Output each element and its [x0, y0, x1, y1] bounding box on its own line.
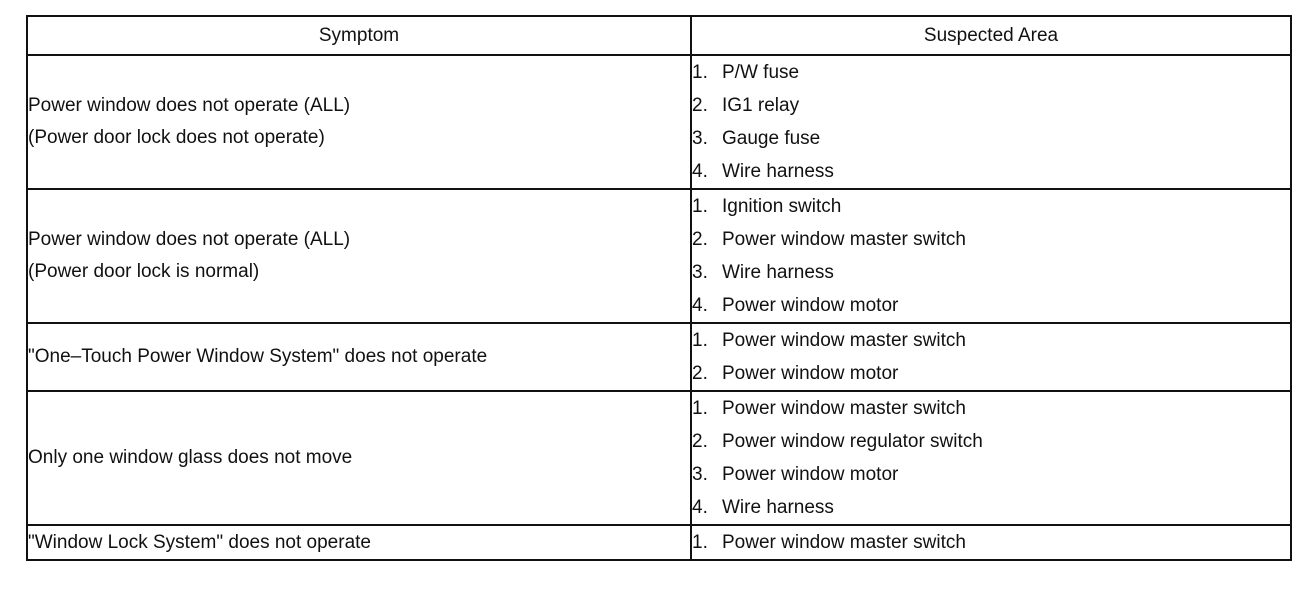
symptom-text: "One–Touch Power Window System" does not operate [28, 346, 488, 367]
item-text: Wire harness [722, 262, 834, 283]
list-item [692, 425, 1290, 458]
item-number: 2. [692, 431, 708, 452]
item-text: IG1 relay [722, 95, 800, 116]
item-text: Power window motor [722, 464, 899, 485]
symptom-cell [27, 323, 691, 391]
item-text: Power window master switch [722, 398, 966, 419]
item-text: Power window motor [722, 363, 899, 384]
symptom-text: "Window Lock System" does not operate [28, 531, 371, 553]
suspected-area-list [692, 56, 1290, 188]
list-item [692, 122, 1290, 155]
item-number: 3. [692, 464, 708, 485]
list-item [692, 289, 1290, 322]
symptom-text: (Power door lock is normal) [28, 261, 260, 282]
suspected-area-list [692, 324, 1290, 390]
table-row [27, 525, 1291, 560]
list-item [692, 89, 1290, 122]
item-text: Gauge fuse [722, 128, 821, 149]
symptom-header: Symptom [27, 16, 691, 55]
list-item [692, 458, 1290, 491]
item-number: 2. [692, 363, 708, 384]
suspected-area-list [692, 392, 1290, 524]
item-number: 1. [692, 62, 708, 83]
item-number: 2. [692, 95, 708, 116]
table-row [27, 55, 1291, 189]
suspected-area-header: Suspected Area [691, 16, 1291, 55]
item-number: 2. [692, 229, 708, 250]
header-row [27, 16, 1291, 55]
item-number: 1. [692, 398, 708, 419]
item-text: Power window master switch [722, 229, 966, 250]
item-text: Power window regulator switch [722, 431, 983, 452]
item-text: Ignition switch [722, 196, 842, 217]
table-row [27, 391, 1291, 525]
table-row [27, 189, 1291, 323]
suspected-area-cell [691, 189, 1291, 323]
item-number: 4. [692, 161, 708, 182]
suspected-area-cell [691, 55, 1291, 189]
suspected-area-cell [691, 323, 1291, 391]
suspected-area-cell [691, 525, 1291, 560]
list-item [692, 223, 1290, 256]
list-item [692, 491, 1290, 524]
list-item [692, 324, 1290, 357]
table-row [27, 323, 1291, 391]
item-text: Wire harness [722, 161, 834, 182]
list-item [692, 190, 1290, 223]
symptom-text: Power window does not operate (ALL) [28, 95, 351, 116]
suspected-area-list [692, 526, 1290, 559]
list-item [692, 392, 1290, 425]
suspected-area-list [692, 190, 1290, 322]
list-item [692, 256, 1290, 289]
list-item [692, 155, 1290, 188]
symptom-cell [27, 189, 691, 323]
suspected-area-cell [691, 391, 1291, 525]
item-number: 3. [692, 262, 708, 283]
item-number: 1. [692, 532, 708, 553]
item-text: Power window master switch [722, 330, 966, 351]
list-item [692, 56, 1290, 89]
symptom-text: Only one window glass does not move [28, 447, 353, 468]
list-item [692, 526, 1290, 559]
symptom-cell [27, 525, 691, 560]
troubleshooting-table [26, 15, 1292, 561]
item-number: 3. [692, 128, 708, 149]
item-number: 1. [692, 330, 708, 351]
item-text: Power window master switch [722, 532, 966, 553]
symptom-text: (Power door lock does not operate) [28, 127, 325, 148]
item-text: Power window motor [722, 295, 899, 316]
item-number: 4. [692, 295, 708, 316]
item-number: 1. [692, 196, 708, 217]
list-item [692, 357, 1290, 390]
item-text: P/W fuse [722, 62, 800, 83]
item-number: 4. [692, 497, 708, 518]
symptom-cell [27, 55, 691, 189]
item-text: Wire harness [722, 497, 834, 518]
symptom-cell [27, 391, 691, 525]
symptom-text: Power window does not operate (ALL) [28, 229, 351, 250]
